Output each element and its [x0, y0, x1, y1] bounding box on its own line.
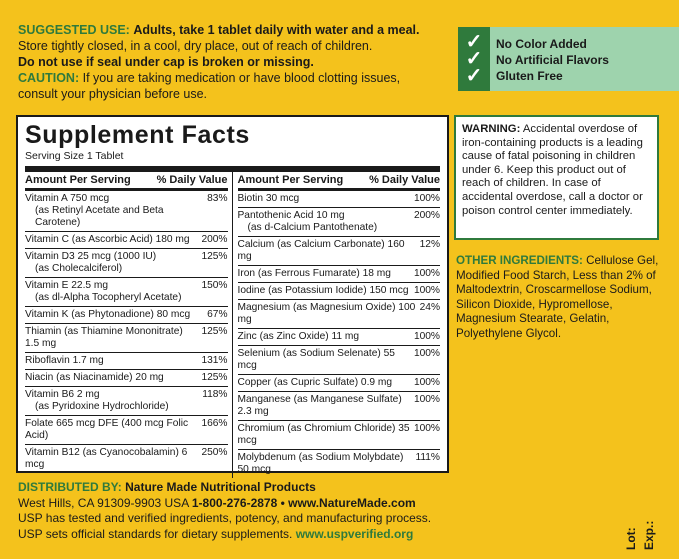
nutrient-name	[238, 377, 414, 389]
nutrient-row	[25, 278, 228, 307]
warning-box	[454, 115, 659, 240]
check-icon: ✓	[465, 65, 483, 87]
nutrient-row	[238, 191, 441, 208]
nutrient-row	[25, 416, 228, 445]
daily-value: 100%	[413, 285, 440, 296]
distributor-line	[18, 480, 578, 496]
nutrient-amount: Riboflavin 1.7 mg	[25, 355, 104, 366]
nutrient-name	[238, 423, 414, 447]
nutrient-row	[25, 324, 228, 353]
distributor-block	[18, 480, 578, 542]
daily-value: 100%	[413, 268, 440, 279]
suggested-use-label: SUGGESTED USE:	[18, 23, 130, 37]
daily-value: 125%	[201, 251, 228, 262]
nutrient-amount: Manganese (as Manganese Sulfate) 2.3 mg	[237, 394, 402, 417]
nutrient-amount: Molybdenum (as Sodium Molybdate) 50 mcg	[237, 452, 404, 475]
nutrient-name	[238, 331, 414, 343]
nutrient-row	[25, 353, 228, 370]
daily-value: 250%	[201, 447, 228, 458]
nutrient-name	[25, 447, 201, 471]
warning-text: Accidental overdose of iron-containing products is a leading cause of fatal poisoning in children under 6. Keep this product out of reach of children. In case of accidental overdose, call a doctor or poison control center immediately.	[462, 123, 643, 217]
daily-value: 100%	[413, 377, 440, 388]
facts-right-column	[233, 172, 441, 478]
serving-size: Serving Size 1 Tablet	[25, 149, 440, 172]
seal-warning: Do not use if seal under cap is broken or missing.	[18, 55, 314, 69]
daily-value: 150%	[201, 280, 228, 291]
nutrient-amount: Selenium (as Sodium Selenate) 55 mcg	[237, 348, 395, 371]
daily-value: 67%	[207, 309, 228, 320]
nutrient-amount: Niacin (as Niacinamide) 20 mg	[25, 372, 164, 383]
nutrient-row	[25, 387, 228, 416]
address-line	[18, 496, 578, 512]
nutrient-source: (as Retinyl Acetate and Beta Carotene)	[35, 205, 164, 228]
directions-block	[18, 22, 438, 102]
daily-value: 100%	[413, 423, 440, 434]
daily-value: 100%	[413, 193, 440, 204]
other-ingredients	[456, 254, 668, 342]
claims-panel	[458, 27, 679, 91]
distributor-name: Nature Made Nutritional Products	[125, 480, 316, 494]
nutrient-amount: Biotin 30 mcg	[237, 193, 300, 204]
column-header	[238, 172, 441, 191]
nutrient-row	[238, 329, 441, 346]
nutrient-amount: Calcium (as Calcium Carbonate) 160 mg	[237, 239, 405, 262]
daily-value: 200%	[201, 234, 228, 245]
nutrient-row	[25, 249, 228, 278]
nutrient-amount: Chromium (as Chromium Chloride) 35 mcg	[237, 423, 410, 446]
other-ingredients-label: OTHER INGREDIENTS:	[456, 254, 583, 267]
nutrient-name	[25, 389, 202, 413]
nutrient-source: (as Pyridoxine Hydrochloride)	[35, 401, 169, 412]
usp-line-2	[18, 527, 578, 543]
other-ingredients-text: Cellulose Gel, Modified Food Starch, Less than 2% of Maltodextrin, Croscarmellose Sodium, Silicon Dioxide, Hypromellose, Magnesium Stearate, Gelatin, Polyethylene Glycol.	[456, 254, 659, 340]
caution-label: CAUTION:	[18, 71, 80, 85]
daily-value: 100%	[413, 394, 440, 405]
right-rows	[238, 191, 441, 478]
caution-text-1: If you are taking medication or have blood clotting issues,	[82, 71, 401, 85]
claim-no-artificial-flavors: No Artificial Flavors	[496, 53, 609, 67]
nutrient-name	[25, 355, 201, 367]
nutrient-amount: Vitamin D3 25 mcg (1000 IU)	[25, 251, 157, 262]
nutrient-amount: Copper (as Cupric Sulfate) 0.9 mg	[237, 377, 393, 388]
nutrient-row	[25, 191, 228, 232]
caution-text-2: consult your physician before use.	[18, 87, 207, 101]
nutrient-name	[25, 326, 201, 350]
nutrient-name	[25, 193, 207, 229]
nutrient-row	[238, 421, 441, 450]
claim-no-color: No Color Added	[496, 37, 587, 51]
nutrient-name	[238, 452, 416, 476]
daily-value: 111%	[415, 452, 440, 463]
nutrient-amount: Vitamin K (as Phytonadione) 80 mcg	[25, 309, 191, 320]
nutrient-source: (as d-Calcium Pantothenate)	[247, 222, 378, 233]
nutrient-row	[25, 445, 228, 473]
lot-label: Lot:	[624, 527, 638, 550]
daily-value: 24%	[419, 302, 440, 313]
nutrient-name	[238, 302, 420, 326]
lot-exp-area	[622, 476, 668, 552]
dv-header: % Daily Value	[369, 174, 440, 186]
facts-left-column	[25, 172, 233, 478]
nutrient-row	[238, 346, 441, 375]
storage-text: Store tightly closed, in a cool, dry place, out of reach of children.	[18, 39, 373, 53]
usp-line-1: USP has tested and verified ingredients, potency, and manufacturing process.	[18, 511, 432, 525]
facts-columns	[25, 172, 440, 478]
amount-header: Amount Per Serving	[237, 174, 344, 186]
nutrient-name	[238, 193, 414, 205]
nutrient-source: (as Cholecalciferol)	[35, 263, 123, 274]
supplement-facts-panel	[16, 115, 449, 473]
daily-value: 166%	[201, 418, 228, 429]
nutrient-amount: Pantothenic Acid 10 mg	[237, 210, 345, 221]
exp-label: Exp.:	[642, 520, 656, 550]
nutrient-amount: Zinc (as Zinc Oxide) 11 mg	[237, 331, 360, 342]
address: West Hills, CA 91309-9903 USA	[18, 495, 189, 510]
nutrient-amount: Iodine (as Potassium Iodide) 150 mcg	[237, 285, 409, 296]
dv-header: % Daily Value	[156, 174, 228, 186]
nutrient-name	[25, 251, 201, 275]
nutrient-amount: Vitamin B12 (as Cyanocobalamin) 6 mcg	[25, 447, 188, 470]
nutrient-row	[238, 283, 441, 300]
nutrient-row	[238, 237, 441, 266]
daily-value: 118%	[202, 389, 228, 400]
nutrient-row	[25, 370, 228, 387]
nutrient-name	[25, 418, 201, 442]
nutrient-amount: Vitamin B6 2 mg	[25, 389, 100, 400]
daily-value: 131%	[201, 355, 228, 366]
nutrient-amount: Magnesium (as Magnesium Oxide) 100 mg	[237, 302, 416, 325]
daily-value: 200%	[413, 210, 440, 221]
nutrient-amount: Vitamin A 750 mcg	[25, 193, 110, 204]
nutrient-row	[238, 392, 441, 421]
nutrient-name	[238, 285, 414, 297]
phone-web: 1-800-276-2878 • www.NatureMade.com	[191, 495, 416, 510]
nutrient-name	[238, 210, 414, 234]
nutrient-name	[238, 239, 420, 263]
nutrient-amount: Vitamin E 22.5 mg	[25, 280, 109, 291]
nutrient-row	[238, 450, 441, 478]
nutrient-amount: Vitamin C (as Ascorbic Acid) 180 mg	[25, 234, 190, 245]
check-icon: ✓	[465, 31, 483, 53]
nutrient-source: (as dl-Alpha Tocopheryl Acetate)	[35, 292, 182, 303]
column-header	[25, 172, 228, 191]
daily-value: 12%	[419, 239, 440, 250]
suggested-use	[18, 22, 438, 38]
suggested-use-text: Adults, take 1 tablet daily with water and a meal.	[133, 23, 420, 37]
nutrient-name	[25, 234, 201, 246]
daily-value: 100%	[413, 348, 440, 359]
nutrient-name	[25, 309, 207, 321]
usp-text: USP sets official standards for dietary supplements.	[18, 526, 293, 541]
warning-label: WARNING:	[462, 123, 521, 135]
daily-value: 100%	[413, 331, 440, 342]
nutrient-name	[238, 394, 414, 418]
nutrient-amount: Folate 665 mcg DFE (400 mcg Folic Acid)	[25, 418, 189, 441]
daily-value: 125%	[201, 372, 228, 383]
caution-line	[18, 70, 438, 86]
daily-value: 83%	[207, 193, 228, 204]
nutrient-row	[238, 300, 441, 329]
nutrient-name	[238, 348, 414, 372]
check-icon: ✓	[465, 48, 483, 70]
left-rows	[25, 191, 228, 473]
nutrient-row	[25, 307, 228, 324]
nutrient-name	[238, 268, 414, 280]
nutrient-name	[25, 280, 201, 304]
nutrient-amount: Thiamin (as Thiamine Mononitrate) 1.5 mg	[25, 326, 183, 349]
usp-url: www.uspverified.org	[295, 526, 414, 541]
nutrient-row	[238, 375, 441, 392]
nutrient-name	[25, 372, 201, 384]
amount-header: Amount Per Serving	[25, 174, 131, 186]
nutrient-row	[238, 266, 441, 283]
nutrient-row	[25, 232, 228, 249]
claim-gluten-free: Gluten Free	[496, 69, 563, 83]
nutrient-amount: Iron (as Ferrous Fumarate) 18 mg	[237, 268, 391, 279]
nutrient-row	[238, 208, 441, 237]
facts-title: Supplement Facts	[25, 121, 250, 149]
distributor-label: DISTRIBUTED BY:	[18, 480, 122, 494]
claims-list	[490, 27, 679, 91]
daily-value: 125%	[201, 326, 228, 337]
